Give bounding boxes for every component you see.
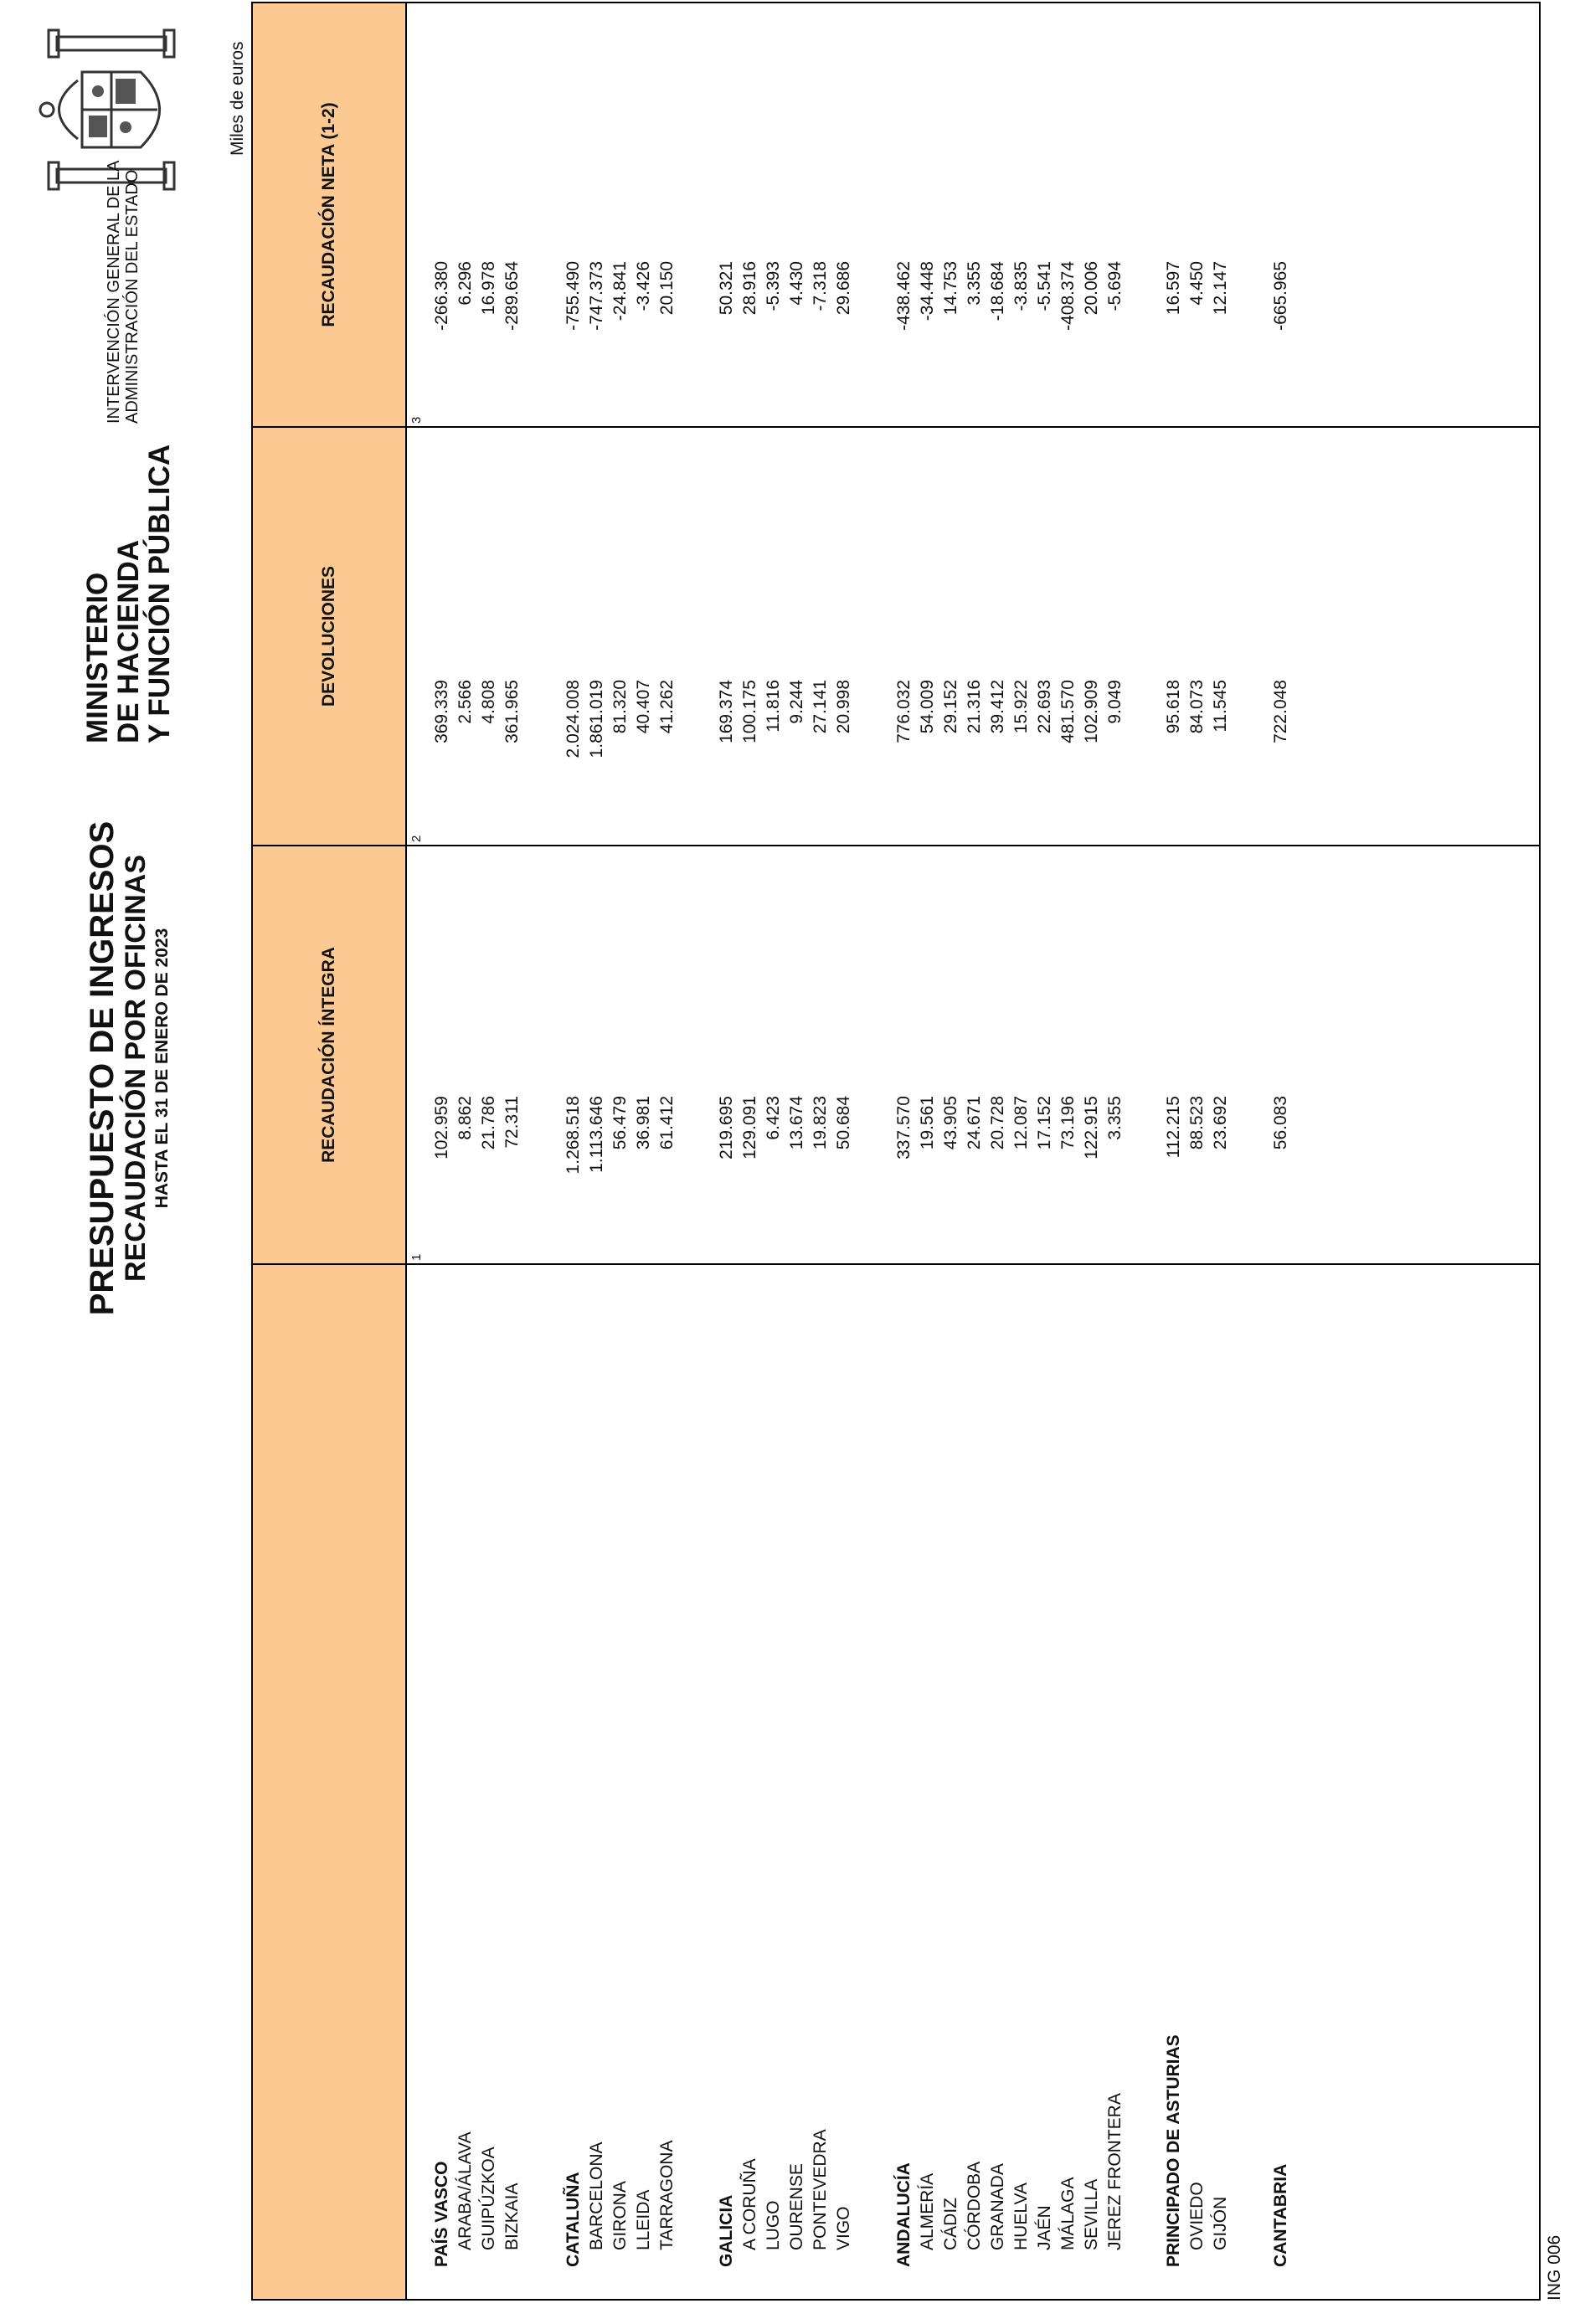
cell-devoluciones: 361.965 (502, 680, 522, 743)
cell-neta: 4.450 (1187, 261, 1207, 306)
cell-integra: 219.695 (717, 1096, 736, 1159)
table-row (501, 3, 524, 2299)
cell-devoluciones: 21.316 (965, 680, 984, 734)
row-label: HUELVA (1011, 2183, 1031, 2250)
cell-integra: 24.671 (965, 1096, 984, 1150)
cell-integra: 20.728 (988, 1096, 1007, 1150)
row-label: PONTEVEDRA (811, 2129, 830, 2250)
cell-devoluciones: 29.152 (941, 680, 960, 734)
table-row (785, 3, 809, 2299)
cell-neta: -266.380 (432, 261, 451, 331)
cell-devoluciones: 481.570 (1058, 680, 1078, 743)
cell-integra: 56.479 (610, 1096, 630, 1150)
cell-integra: 73.196 (1058, 1096, 1078, 1150)
cell-devoluciones: 169.374 (717, 680, 736, 743)
cell-devoluciones: 2.024.008 (564, 680, 583, 758)
units-label: Miles de euros (228, 41, 247, 156)
row-label: VIGO (834, 2206, 853, 2250)
igae-line2: ADMINISTRACIÓN DEL ESTADO (123, 169, 142, 424)
cell-integra: 3.355 (1105, 1096, 1125, 1140)
cell-devoluciones: 84.073 (1187, 680, 1207, 734)
cell-integra: 43.905 (941, 1096, 960, 1150)
cell-integra: 72.311 (502, 1096, 522, 1149)
table-row (632, 3, 656, 2299)
cell-devoluciones: 369.339 (432, 680, 451, 743)
cell-integra: 8.862 (455, 1096, 475, 1140)
cell-integra: 88.523 (1187, 1096, 1207, 1150)
cell-integra: 56.083 (1271, 1096, 1290, 1150)
cell-integra: 1.113.646 (587, 1096, 606, 1173)
row-label: LUGO (764, 2200, 783, 2250)
table-row (477, 3, 501, 2299)
cell-devoluciones: 1.861.019 (587, 680, 606, 758)
cell-neta: -5.393 (764, 261, 783, 311)
cell-devoluciones: 4.808 (479, 680, 498, 724)
column-number: 3 (409, 416, 424, 424)
cell-neta: -665.965 (1271, 261, 1290, 331)
cell-neta: -408.374 (1058, 261, 1078, 331)
table-row (1162, 3, 1186, 2299)
row-label: TARRAGONA (657, 2140, 677, 2250)
ministry-line2: DE HACIENDA (112, 539, 145, 743)
row-label: GALICIA (717, 2194, 736, 2267)
cell-neta: 16.597 (1164, 261, 1183, 316)
cell-neta: -747.373 (587, 261, 606, 331)
table-row (1186, 3, 1209, 2299)
row-label: OVIEDO (1187, 2182, 1207, 2250)
table-row (1010, 3, 1033, 2299)
cell-devoluciones: 81.320 (610, 680, 630, 734)
table-row (562, 3, 585, 2299)
cell-devoluciones: 15.922 (1011, 680, 1031, 734)
cell-integra: 112.215 (1164, 1096, 1183, 1159)
table-row (832, 3, 856, 2299)
cell-integra: 337.570 (894, 1096, 914, 1159)
cell-integra: 19.561 (918, 1096, 937, 1150)
cell-neta: 4.430 (787, 261, 806, 306)
cell-neta: -5.541 (1035, 261, 1054, 311)
column-number: 2 (409, 835, 424, 842)
table-row (1080, 3, 1104, 2299)
table-row (893, 3, 916, 2299)
cell-neta: -18.684 (988, 261, 1007, 321)
cell-integra: 17.152 (1035, 1096, 1054, 1150)
cell-devoluciones: 102.909 (1082, 680, 1101, 743)
cell-neta: -289.654 (502, 261, 522, 331)
table-row (1209, 3, 1233, 2299)
cell-devoluciones: 776.032 (894, 680, 914, 743)
row-label: GIJÓN (1211, 2196, 1230, 2250)
column-number: 1 (409, 1253, 424, 1261)
cell-devoluciones: 54.009 (918, 680, 937, 734)
cell-devoluciones: 11.545 (1211, 680, 1230, 733)
revenue-table (251, 2, 1541, 2301)
row-label: PRINCIPADO DE ASTURIAS (1164, 2034, 1183, 2267)
cell-devoluciones: 100.175 (740, 680, 759, 743)
cell-neta: 20.150 (657, 261, 677, 316)
cell-devoluciones: 722.048 (1271, 680, 1290, 743)
cell-devoluciones: 27.141 (811, 680, 830, 734)
table-row (454, 3, 477, 2299)
cell-neta: -3.426 (634, 261, 653, 311)
cell-integra: 19.823 (811, 1096, 830, 1150)
cell-integra: 1.268.518 (564, 1096, 583, 1175)
row-label: CANTABRIA (1271, 2163, 1290, 2267)
row-label: JEREZ FRONTERA (1105, 2093, 1125, 2250)
cell-integra: 36.981 (634, 1096, 653, 1150)
table-row (1269, 3, 1293, 2299)
row-label: GUIPÚZKOA (479, 2147, 498, 2250)
row-label: BIZKAIA (502, 2183, 522, 2250)
cell-devoluciones: 9.049 (1105, 680, 1125, 724)
table-row (762, 3, 785, 2299)
cell-devoluciones: 41.262 (657, 680, 677, 734)
table-row (430, 3, 454, 2299)
cell-neta: -438.462 (894, 261, 914, 331)
row-label: A CORUÑA (740, 2158, 759, 2250)
row-label: CATALUÑA (564, 2172, 583, 2267)
table-row (1057, 3, 1080, 2299)
header-recaudacion-neta: RECAUDACIÓN NETA (1-2) (319, 102, 338, 327)
cell-integra: 50.684 (834, 1096, 853, 1150)
table-row (916, 3, 939, 2299)
header-devoluciones: DEVOLUCIONES (319, 565, 338, 707)
cell-integra: 122.915 (1082, 1096, 1101, 1159)
cell-integra: 23.692 (1211, 1096, 1230, 1150)
cell-devoluciones: 95.618 (1164, 680, 1183, 734)
report-title: PRESUPUESTO DE INGRESOS (84, 820, 121, 1316)
table-header (253, 3, 407, 2299)
row-label: CÁDIZ (941, 2198, 960, 2250)
row-label: MÁLAGA (1058, 2177, 1078, 2250)
table-row (656, 3, 679, 2299)
row-label: ANDALUCÍA (894, 2162, 914, 2267)
report-subtitle: RECAUDACIÓN POR OFICINAS (120, 854, 152, 1283)
cell-devoluciones: 11.816 (764, 680, 783, 733)
cell-integra: 6.423 (764, 1096, 783, 1140)
cell-neta: 29.686 (834, 261, 853, 316)
row-label: BARCELONA (587, 2141, 606, 2250)
cell-neta: 12.147 (1211, 261, 1230, 316)
row-label: ARABA/ÁLAVA (455, 2131, 475, 2250)
ministry-name (82, 445, 175, 743)
row-label: ALMERÍA (918, 2172, 937, 2250)
document-code: ING 006 (1545, 2234, 1564, 2301)
igae-label (105, 160, 142, 424)
cell-devoluciones: 20.998 (834, 680, 853, 734)
row-label: GIRONA (610, 2181, 630, 2250)
report-titles (84, 733, 174, 1403)
table-row (1033, 3, 1057, 2299)
cell-neta: 14.753 (941, 261, 960, 316)
cell-devoluciones: 2.566 (455, 680, 475, 724)
cell-devoluciones: 22.693 (1035, 680, 1054, 734)
cell-devoluciones: 9.244 (787, 680, 806, 724)
table-row (986, 3, 1010, 2299)
cell-devoluciones: 40.407 (634, 680, 653, 734)
cell-neta: 50.321 (717, 261, 736, 316)
cell-integra: 21.786 (479, 1096, 498, 1150)
table-row (963, 3, 986, 2299)
table-row (939, 3, 963, 2299)
row-label: PAÍS VASCO (432, 2161, 451, 2267)
cell-neta: -7.318 (811, 261, 830, 311)
table-row (585, 3, 609, 2299)
cell-neta: -5.694 (1105, 261, 1125, 311)
cell-neta: 28.916 (740, 261, 759, 316)
cell-neta: -34.448 (918, 261, 937, 321)
cell-integra: 13.674 (787, 1096, 806, 1150)
table-row (809, 3, 832, 2299)
table-row (609, 3, 632, 2299)
cell-neta: -24.841 (610, 261, 630, 321)
header-recaudacion-integra: RECAUDACIÓN ÍNTEGRA (319, 947, 338, 1163)
cell-neta: -3.835 (1011, 261, 1031, 311)
cell-integra: 129.091 (740, 1096, 759, 1159)
cell-neta: 6.296 (455, 261, 475, 306)
ministry-line1: MINISTERIO (81, 572, 114, 743)
cell-neta: 16.978 (479, 261, 498, 316)
cell-devoluciones: 39.412 (988, 680, 1007, 734)
ministry-line3: Y FUNCIÓN PÚBLICA (143, 444, 176, 743)
table-row (739, 3, 762, 2299)
cell-integra: 102.959 (432, 1096, 451, 1159)
row-label: SEVILLA (1082, 2178, 1101, 2250)
report-period: HASTA EL 31 DE ENERO DE 2023 (152, 928, 172, 1209)
row-label: OURENSE (787, 2163, 806, 2250)
igae-line1: INTERVENCIÓN GENERAL DE LA (105, 160, 123, 424)
row-label: CÓRDOBA (965, 2161, 984, 2250)
cell-neta: 3.355 (965, 261, 984, 306)
cell-neta: 20.006 (1082, 261, 1101, 316)
cell-integra: 61.412 (657, 1096, 677, 1150)
table-row (715, 3, 739, 2299)
row-label: LLEIDA (634, 2189, 653, 2250)
cell-neta: -755.490 (564, 261, 583, 331)
row-label: JAÉN (1035, 2205, 1054, 2250)
cell-integra: 12.087 (1011, 1096, 1031, 1150)
row-label: GRANADA (988, 2163, 1007, 2250)
table-row (1104, 3, 1127, 2299)
